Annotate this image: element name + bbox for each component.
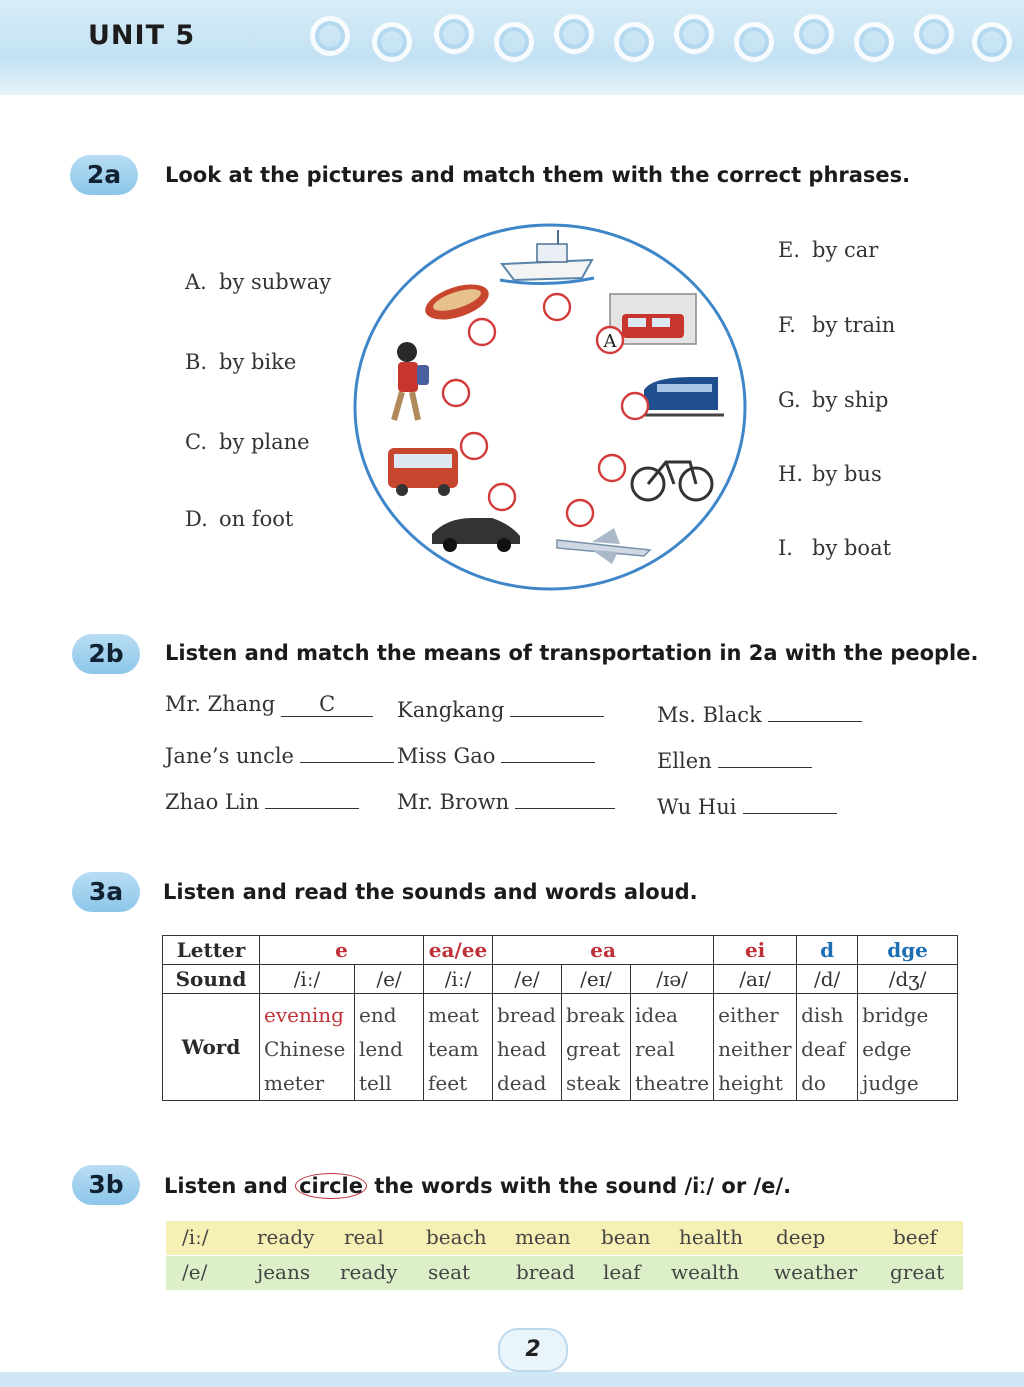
answer-blank[interactable] <box>743 789 837 814</box>
word-cell: either <box>714 994 797 1033</box>
answer-circle-bus[interactable] <box>461 433 487 459</box>
answer-circle-car[interactable] <box>489 484 515 510</box>
sound-symbol: /e/ <box>182 1260 208 1284</box>
word-cell: steak <box>562 1066 631 1101</box>
word-cell: idea <box>631 994 714 1033</box>
person-item: Jane’s uncle <box>165 738 394 768</box>
unit-title: UNIT 5 <box>88 20 196 51</box>
section-badge-3b: 3b <box>72 1165 140 1205</box>
word-cell: theatre <box>631 1066 714 1101</box>
word-cell: team <box>424 1032 493 1066</box>
transport-picture-circle <box>352 222 748 592</box>
section-badge-2a: 2a <box>70 155 138 195</box>
word-cell: real <box>631 1032 714 1066</box>
letter-cell: dge <box>858 936 958 965</box>
word-cell: meter <box>260 1066 355 1101</box>
sound-symbol: /iː/ <box>182 1225 209 1249</box>
section-badge-3a: 3a <box>72 872 140 912</box>
person-item: Mr. Zhang C <box>165 692 373 717</box>
sound-row <box>163 965 958 994</box>
decor-ring-icon <box>794 14 834 54</box>
sound-cell: /d/ <box>797 965 858 994</box>
sound-cell: /eɪ/ <box>562 965 631 994</box>
word-option[interactable]: ready <box>340 1260 398 1284</box>
sound-label: Sound <box>163 965 260 994</box>
word-cell: deaf <box>797 1032 858 1066</box>
option-f: F. by train <box>778 313 896 337</box>
sound-cell: /iː/ <box>424 965 493 994</box>
decor-ring-icon <box>434 14 474 54</box>
decor-ring-icon <box>972 22 1012 62</box>
person-item: Wu Hui <box>657 789 837 819</box>
decor-ring-icon <box>674 14 714 54</box>
answer-blank[interactable] <box>265 784 359 809</box>
answer-circle-train[interactable] <box>622 393 648 419</box>
word-option[interactable]: great <box>890 1260 945 1284</box>
word-cell: break <box>562 994 631 1033</box>
sound-row-e <box>166 1256 963 1290</box>
word-row <box>163 994 958 1033</box>
word-option[interactable]: health <box>679 1225 743 1249</box>
word-option[interactable]: bread <box>516 1260 575 1284</box>
sound-cell: /dʒ/ <box>858 965 958 994</box>
option-c: C. by plane <box>185 430 310 454</box>
sound-cell: /e/ <box>493 965 562 994</box>
word-row <box>163 1032 958 1066</box>
word-cell: bridge <box>858 994 958 1033</box>
decor-ring-icon <box>614 22 654 62</box>
word-option[interactable]: real <box>344 1225 384 1249</box>
word-option[interactable]: deep <box>776 1225 826 1249</box>
person-item: Ellen <box>657 743 812 773</box>
word-cell: dead <box>493 1066 562 1101</box>
decor-ring-icon <box>554 14 594 54</box>
example-answer: A <box>603 331 617 352</box>
section-title-3a: Listen and read the sounds and words aloud. <box>163 880 698 904</box>
sound-cell: /ɪə/ <box>631 965 714 994</box>
word-cell: end <box>355 994 424 1033</box>
decor-ring-icon <box>494 22 534 62</box>
answer-blank[interactable] <box>510 692 604 717</box>
option-i: I. by boat <box>778 536 892 560</box>
word-cell: head <box>493 1032 562 1066</box>
letter-cell: d <box>797 936 858 965</box>
option-d: D. on foot <box>185 507 294 531</box>
decor-ring-icon <box>310 16 350 56</box>
answer-blank[interactable] <box>718 743 812 768</box>
word-cell: great <box>562 1032 631 1066</box>
word-option[interactable]: beach <box>426 1225 487 1249</box>
letter-cell: ei <box>714 936 797 965</box>
section-title-3b: Listen and circle the words with the sound /iː/ or /e/. <box>164 1174 792 1198</box>
word-option[interactable]: ready <box>257 1225 315 1249</box>
section-title-2b: Listen and match the means of transportation in 2a with the people. <box>165 641 979 665</box>
sound-table <box>162 935 958 1101</box>
option-e: E. by car <box>778 238 879 262</box>
word-row <box>163 1066 958 1101</box>
word-cell: evening <box>260 994 355 1033</box>
sound-cell: /iː/ <box>260 965 355 994</box>
bottom-strip <box>0 1372 1024 1387</box>
answer-blank[interactable] <box>300 738 394 763</box>
option-h: H. by bus <box>778 462 882 486</box>
sound-cell: /aɪ/ <box>714 965 797 994</box>
transport-illustration <box>352 222 748 592</box>
word-cell: do <box>797 1066 858 1101</box>
word-option[interactable]: seat <box>428 1260 471 1284</box>
word-cell: dish <box>797 994 858 1033</box>
word-cell: judge <box>858 1066 958 1101</box>
answer-blank[interactable]: C <box>281 692 373 717</box>
word-option[interactable]: weather <box>774 1260 858 1284</box>
person-item: Ms. Black <box>657 697 862 727</box>
option-b: B. by bike <box>185 350 297 374</box>
word-option[interactable]: beef <box>893 1225 937 1249</box>
answer-blank[interactable] <box>515 784 615 809</box>
decor-ring-icon <box>854 22 894 62</box>
person-item: Zhao Lin <box>165 784 359 814</box>
word-cell: lend <box>355 1032 424 1066</box>
letter-row <box>163 936 958 965</box>
decor-ring-icon <box>372 22 412 62</box>
sound-row-i <box>166 1221 963 1255</box>
word-cell: height <box>714 1066 797 1101</box>
word-cell: feet <box>424 1066 493 1101</box>
letter-label: Letter <box>163 936 260 965</box>
section-badge-2b: 2b <box>72 634 140 674</box>
word-cell: tell <box>355 1066 424 1101</box>
option-g: G. by ship <box>778 388 889 412</box>
decor-ring-icon <box>734 22 774 62</box>
word-option[interactable]: wealth <box>671 1260 740 1284</box>
person-item: Miss Gao <box>397 738 595 768</box>
word-cell: meat <box>424 994 493 1033</box>
train-icon <box>642 377 724 415</box>
letter-cell: ea/ee <box>424 936 493 965</box>
word-option[interactable]: mean <box>515 1225 571 1249</box>
word-cell: edge <box>858 1032 958 1066</box>
answer-blank[interactable] <box>501 738 595 763</box>
answer-circle-plane[interactable] <box>567 500 593 526</box>
person-item: Kangkang <box>397 692 604 722</box>
page-number: 2 <box>498 1328 568 1372</box>
section-title-2a: Look at the pictures and match them with the correct phrases. <box>165 163 911 187</box>
word-cell: bread <box>493 994 562 1033</box>
circle-keyword: circle <box>295 1173 367 1199</box>
word-option[interactable]: bean <box>601 1225 651 1249</box>
word-label: Word <box>163 994 260 1101</box>
letter-cell: ea <box>493 936 714 965</box>
decor-ring-icon <box>914 14 954 54</box>
answer-circle-ship[interactable] <box>544 294 570 320</box>
option-a: A. by subway <box>185 270 332 294</box>
answer-circle-boat[interactable] <box>469 319 495 345</box>
answer-circle-walk[interactable] <box>443 380 469 406</box>
answer-blank[interactable] <box>768 697 862 722</box>
letter-cell: e <box>260 936 424 965</box>
word-cell: neither <box>714 1032 797 1066</box>
answer-circle-bike[interactable] <box>599 455 625 481</box>
word-option[interactable]: leaf <box>603 1260 641 1284</box>
person-item: Mr. Brown <box>397 784 615 814</box>
word-option[interactable]: jeans <box>257 1260 311 1284</box>
sound-cell: /e/ <box>355 965 424 994</box>
word-cell: Chinese <box>260 1032 355 1066</box>
